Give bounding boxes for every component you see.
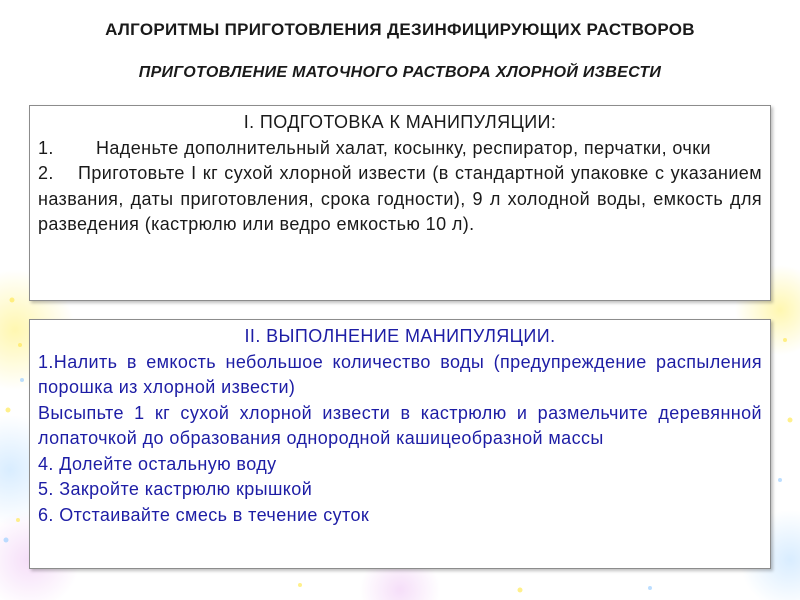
preparation-section — [29, 105, 771, 301]
execution-heading: II. ВЫПОЛНЕНИЕ МАНИПУЛЯЦИИ. — [244, 326, 556, 346]
preparation-heading: I. ПОДГОТОВКА К МАНИПУЛЯЦИИ: — [243, 112, 557, 132]
item-text: Наденьте дополнительный халат, косынку, респиратор, перчатки, очки — [96, 137, 711, 158]
execution-item: 1.Налить в емкость небольшое количество воды (предупреждение распыления порошка из хлорной извести) — [38, 351, 762, 397]
execution-item: Высыпьте 1 кг сухой хлорной извести в кастрюлю и размельчите деревянной лопаточкой до образования однородной кашицеобразной массы — [38, 402, 762, 448]
execution-item: 4. Долейте остальную воду — [38, 453, 277, 474]
execution-section — [29, 319, 771, 569]
item-number: 1. — [38, 137, 54, 158]
preparation-item — [38, 161, 762, 238]
page-subtitle: ПРИГОТОВЛЕНИЕ МАТОЧНОГО РАСТВОРА ХЛОРНОЙ ИЗВЕСТИ — [138, 64, 662, 81]
page-title: АЛГОРИТМЫ ПРИГОТОВЛЕНИЯ ДЕЗИНФИЦИРУЮЩИХ РАСТВОРОВ — [105, 20, 695, 39]
execution-item: 6. Отстаивайте смесь в течение суток — [38, 504, 370, 525]
item-text: Приготовьте I кг сухой хлорной извести (в стандартной упаковке с указанием названия, даты приготовления, срока годности), 9 л холодной воды, емкость для разведения (кастрюлю или ведро емкостью 10 л). — [38, 163, 762, 234]
item-number: 2. — [38, 163, 54, 183]
preparation-item — [38, 136, 762, 162]
execution-item: 5. Закройте кастрюлю крышкой — [38, 479, 313, 499]
